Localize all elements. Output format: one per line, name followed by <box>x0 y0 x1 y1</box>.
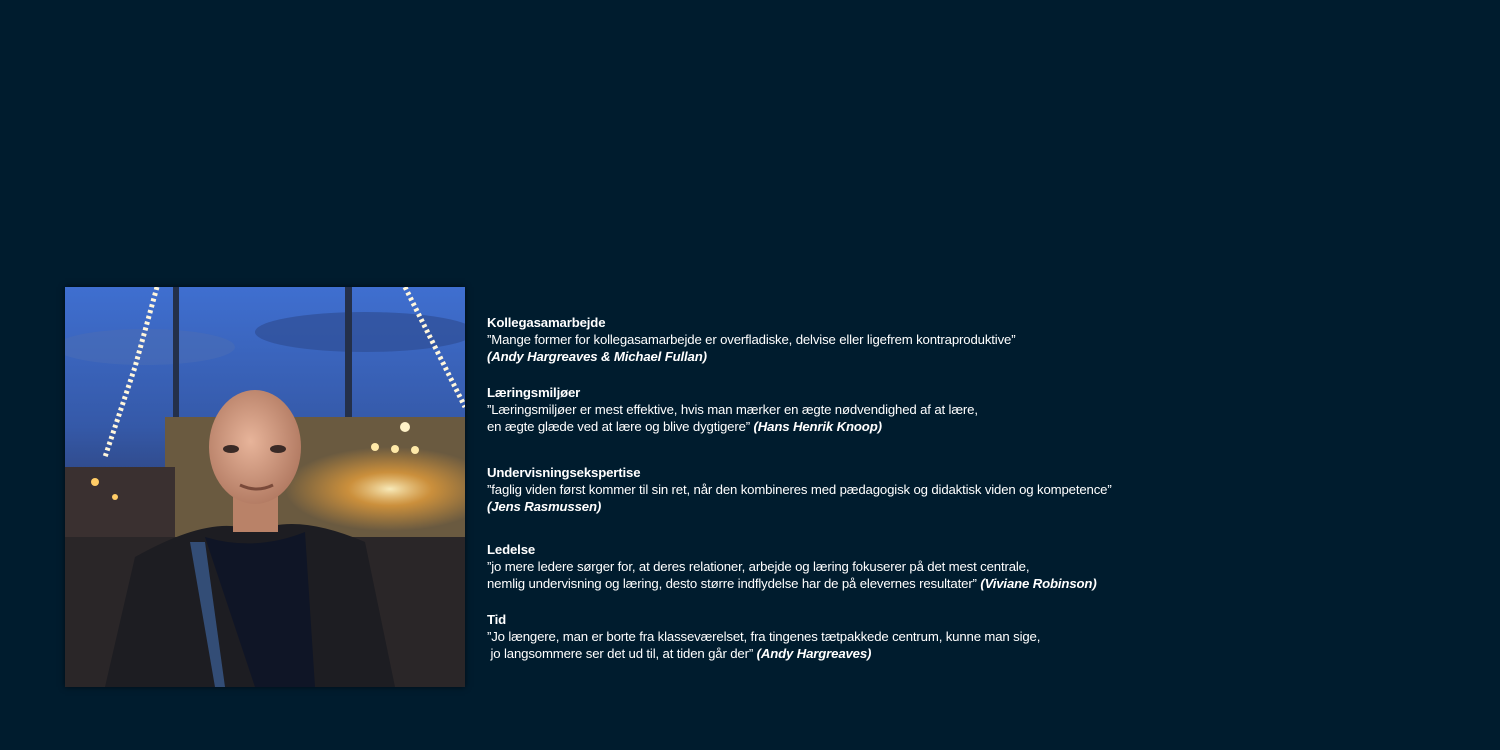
quote-attribution: (Andy Hargreaves & Michael Fullan) <box>487 349 707 364</box>
quote-attribution: (Viviane Robinson) <box>980 576 1097 591</box>
quote-ledelse <box>487 541 1097 592</box>
quote-attribution: (Hans Henrik Knoop) <box>753 419 882 434</box>
quote-heading: Kollegasamarbejde <box>487 315 606 330</box>
quote-laeringsmiljoeer <box>487 384 978 435</box>
quote-text: ”Mange former for kollegasamarbejde er overfladiske, delvise eller ligefrem kontraproduktive” <box>487 332 1016 347</box>
quote-text-line <box>487 575 1097 592</box>
quote-heading: Undervisningsekspertise <box>487 465 641 480</box>
quote-text: ”faglig viden først kommer til sin ret, når den kombineres med pædagogisk og didaktisk viden og kompetence” <box>487 482 1112 497</box>
quote-text-line <box>487 645 1040 662</box>
quote-attribution: (Jens Rasmussen) <box>487 499 602 514</box>
quote-text: ”Læringsmiljøer er mest effektive, hvis man mærker en ægte nødvendighed af at lære, <box>487 402 978 417</box>
quote-heading: Ledelse <box>487 542 536 557</box>
quote-attribution: (Andy Hargreaves) <box>756 646 872 661</box>
quote-undervisningsekspertise <box>487 464 1112 515</box>
quote-text: jo langsommere ser det ud til, at tiden går der” <box>487 646 754 661</box>
portrait-illustration <box>65 287 465 687</box>
quote-text: ”Jo længere, man er borte fra klasseværelset, fra tingenes tætpakkede centrum, kunne man sige, <box>487 629 1041 644</box>
quote-tid <box>487 611 1040 662</box>
quote-text-line <box>487 418 978 435</box>
quote-text: ”jo mere ledere sørger for, at deres relationer, arbejde og læring fokuserer på det mest centrale, <box>487 559 1030 574</box>
portrait-photo <box>65 287 465 687</box>
quote-kollegasamarbejde <box>487 314 1015 365</box>
quote-heading: Læringsmiljøer <box>487 385 581 400</box>
quote-text: en ægte glæde ved at lære og blive dygtigere” <box>487 419 751 434</box>
quote-heading: Tid <box>487 612 507 627</box>
quote-text: nemlig undervisning og læring, desto større indflydelse har de på elevernes resultater” <box>487 576 977 591</box>
